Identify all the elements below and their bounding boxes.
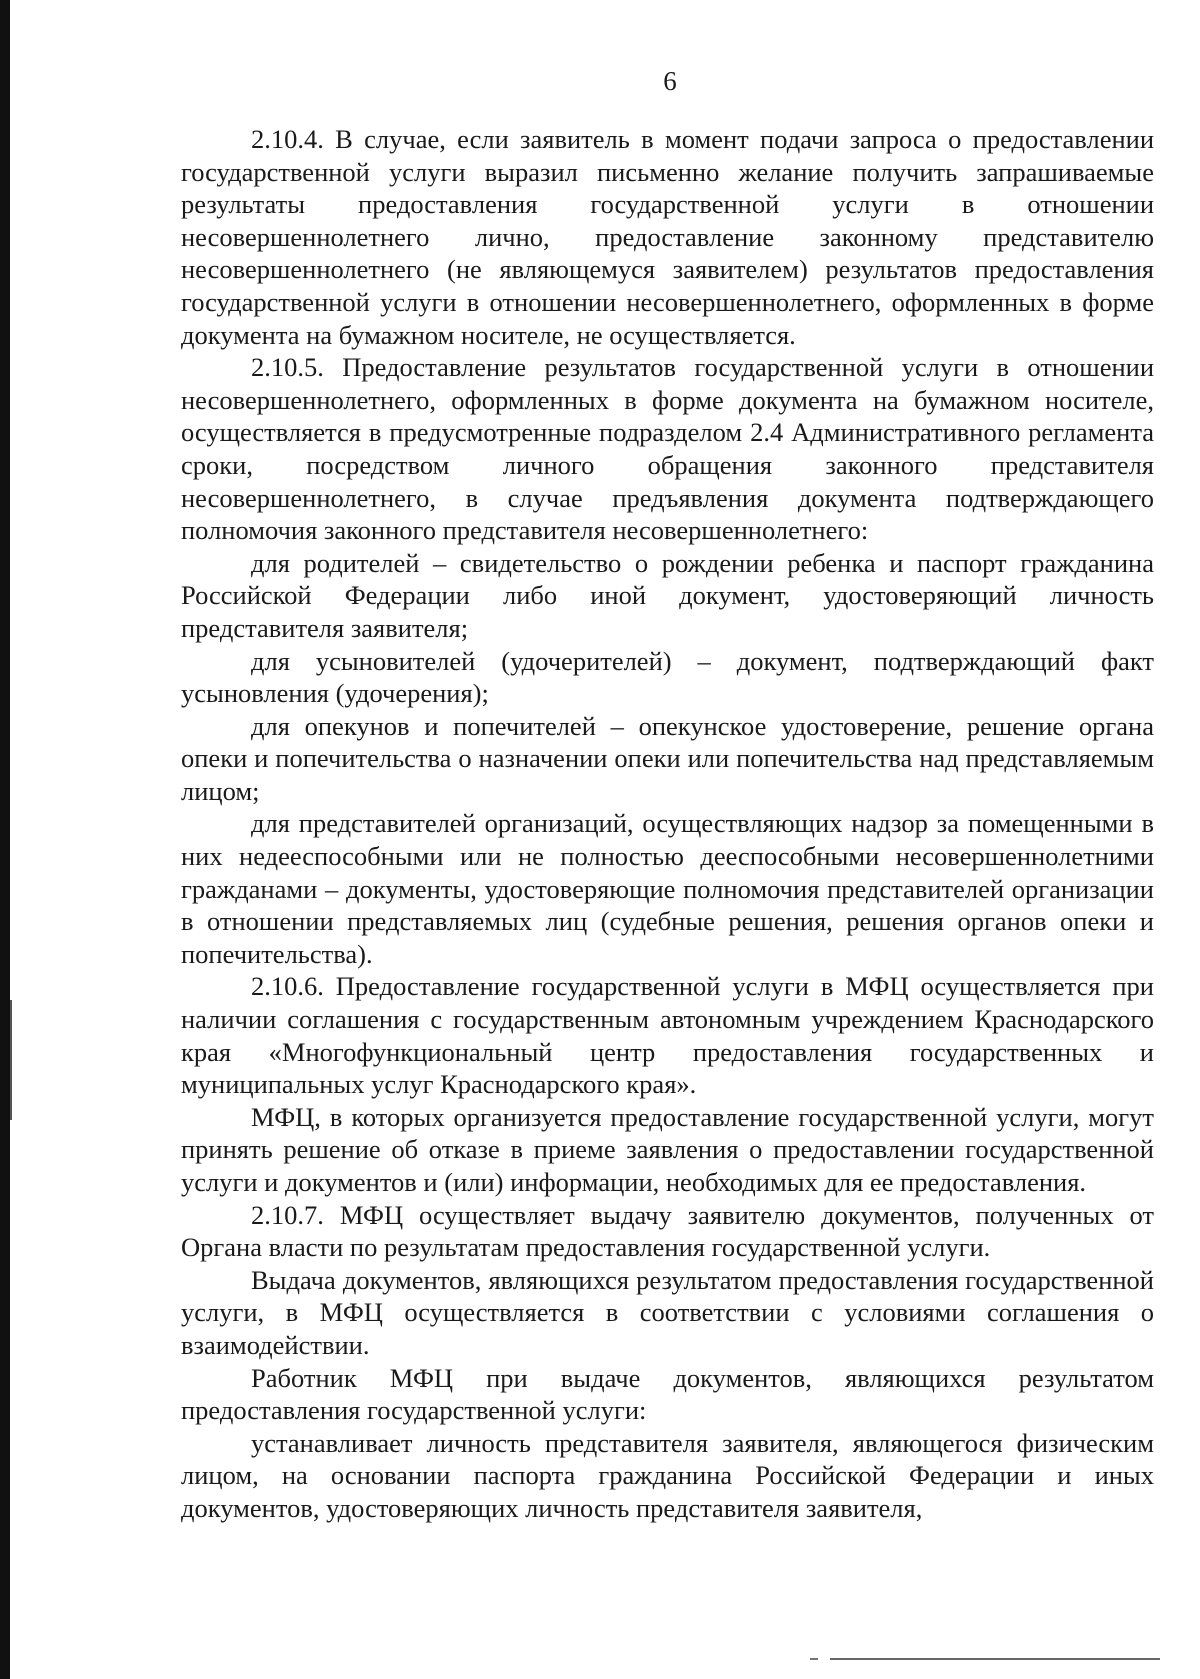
page-number: 6 [663, 66, 677, 96]
paragraph-issuance: Выдача документов, являющихся результатом предоставления государственной услуги, в МФЦ осуществляется в соответствии с условиями соглашения о взаимодействии. [181, 1264, 1154, 1360]
paragraph-mfc-refusal: МФЦ, в которых организуется предоставление государственной услуги, могут принять решение об отказе в приеме заявления о предоставлении государственной услуги и документов и (или) информации, необходимых для ее предоставления. [181, 1101, 1154, 1197]
footer-rule [830, 1658, 1160, 1660]
paragraph-2-10-6: 2.10.6. Предоставление государственной услуги в МФЦ осуществляется при наличии соглашения с государственным автономным учреждением Краснодарского края «Многофункциональный центр предоставления государственных и муниципальных услуг Краснодарского края». [181, 971, 1154, 1100]
paragraph-identity: устанавливает личность представителя заявителя, являющегося физическим лицом, на основании паспорта гражданина Российской Федерации и иных документов, удостоверяющих личность представителя заявителя, [181, 1427, 1154, 1523]
paragraph-organizations: для представителей организаций, осуществляющих надзор за помещенными в них недееспособными или не полностью дееспособными несовершеннолетними гражданами – документы, удостоверяющие полномочия представителей организации в отношении представляемых лиц (судебные решения, решения органов опеки и попечительства). [181, 808, 1154, 969]
scan-left-edge [0, 0, 10, 1679]
paragraph-guardians: для опекунов и попечителей – опекунское удостоверение, решение органа опеки и попечительства о назначении опеки или попечительства над представляемым лицом; [181, 710, 1154, 806]
paragraph-mfc-worker: Работник МФЦ при выдаче документов, являющихся результатом предоставления государственной услуги: [181, 1362, 1154, 1426]
paragraph-adopters: для усыновителей (удочерителей) – документ, подтверждающий факт усыновления (удочерения); [181, 645, 1154, 709]
scan-edge-mark [10, 1000, 12, 1120]
footer-dash [810, 1658, 818, 1660]
document-body [181, 123, 1154, 1525]
paragraph-2-10-4: 2.10.4. В случае, если заявитель в момент подачи запроса о предоставлении государственной услуги выразил письменно желание получить запрашиваемые результаты предоставления государственной услуги в отношении несовершеннолетнего лично, предоставление законному представителю несовершеннолетнего (не являющемуся заявителем) результатов предоставления государственной услуги в отношении несовершеннолетнего, оформленных в форме документа на бумажном носителе, не осуществляется. [181, 124, 1154, 350]
paragraph-2-10-5: 2.10.5. Предоставление результатов государственной услуги в отношении несовершеннолетнего, оформленных в форме документа на бумажном носителе, осуществляется в предусмотренные подразделом 2.4 Административного регламента сроки, посредством личного обращения законного представителя несовершеннолетнего, в случае предъявления документа подтверждающего полномочия законного представителя несовершеннолетнего: [181, 352, 1154, 546]
paragraph-2-10-7: 2.10.7. МФЦ осуществляет выдачу заявителю документов, полученных от Органа власти по результатам предоставления государственной услуги. [181, 1199, 1154, 1263]
paragraph-parents: для родителей – свидетельство о рождении ребенка и паспорт гражданина Российской Федерации либо иной документ, удостоверяющий личность представителя заявителя; [181, 547, 1154, 643]
